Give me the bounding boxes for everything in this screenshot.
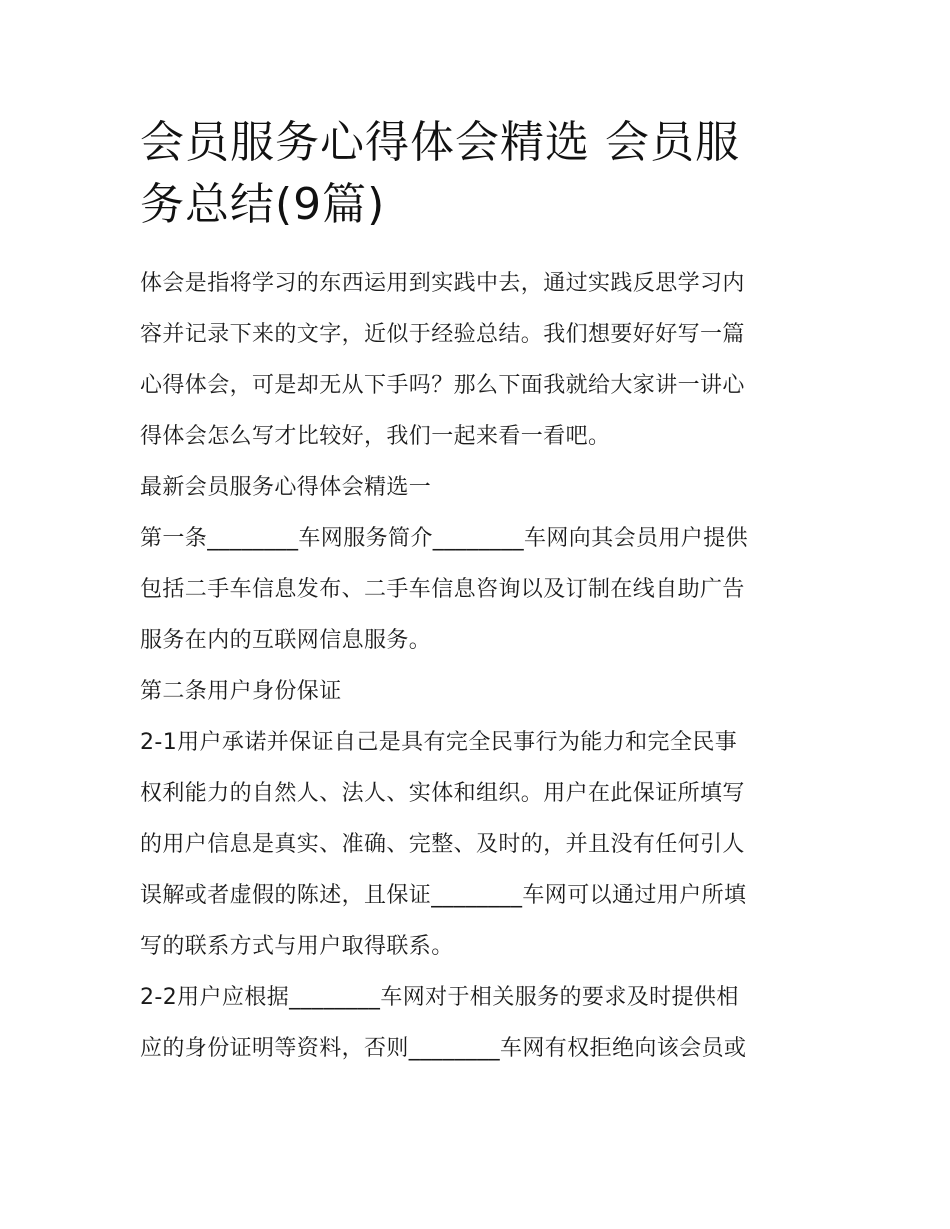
- section-heading: [140, 462, 820, 513]
- title-line: 务总结(9篇): [140, 179, 386, 230]
- text-line: 应的身份证明等资料，否则________车网有权拒绝向该会员或: [140, 1036, 747, 1061]
- text-line: 第一条________车网服务简介________车网向其会员用户提供: [140, 526, 749, 551]
- text-line: 权利能力的自然人、法人、实体和组织。用户在此保证所填写: [140, 781, 745, 806]
- document-body: [140, 258, 820, 1074]
- clause-2-1-paragraph: [140, 717, 820, 972]
- text-line: 2-1用户承诺并保证自己是具有完全民事行为能力和完全民事: [140, 730, 738, 755]
- text-line: 2-2用户应根据________车网对于相关服务的要求及时提供相: [140, 985, 739, 1010]
- text-line: 体会是指将学习的东西运用到实践中去，通过实践反思学习内: [140, 271, 745, 296]
- text-line: 心得体会，可是却无从下手吗？那么下面我就给大家讲一讲心: [140, 373, 745, 398]
- text-line: 误解或者虚假的陈述，且保证________车网可以通过用户所填: [140, 883, 747, 908]
- text-line: 容并记录下来的文字，近似于经验总结。我们想要好好写一篇: [140, 322, 745, 347]
- text-line: 第二条用户身份保证: [140, 679, 342, 704]
- text-line: 得体会怎么写才比较好，我们一起来看一看吧。: [140, 424, 611, 449]
- document-title: [140, 112, 820, 236]
- document-content: [140, 112, 820, 1074]
- title-line: 会员服务心得体会精选 会员服: [140, 117, 740, 168]
- article-1-paragraph: [140, 513, 820, 666]
- intro-paragraph: [140, 258, 820, 462]
- clause-2-2-paragraph: [140, 972, 820, 1074]
- text-line: 的用户信息是真实、准确、完整、及时的，并且没有任何引人: [140, 832, 745, 857]
- article-2-heading: [140, 666, 820, 717]
- text-line: 服务在内的互联网信息服务。: [140, 628, 432, 653]
- text-line: 写的联系方式与用户取得联系。: [140, 934, 454, 959]
- text-line: 包括二手车信息发布、二手车信息咨询以及订制在线自助广告: [140, 577, 745, 602]
- text-line: 最新会员服务心得体会精选一: [140, 475, 432, 500]
